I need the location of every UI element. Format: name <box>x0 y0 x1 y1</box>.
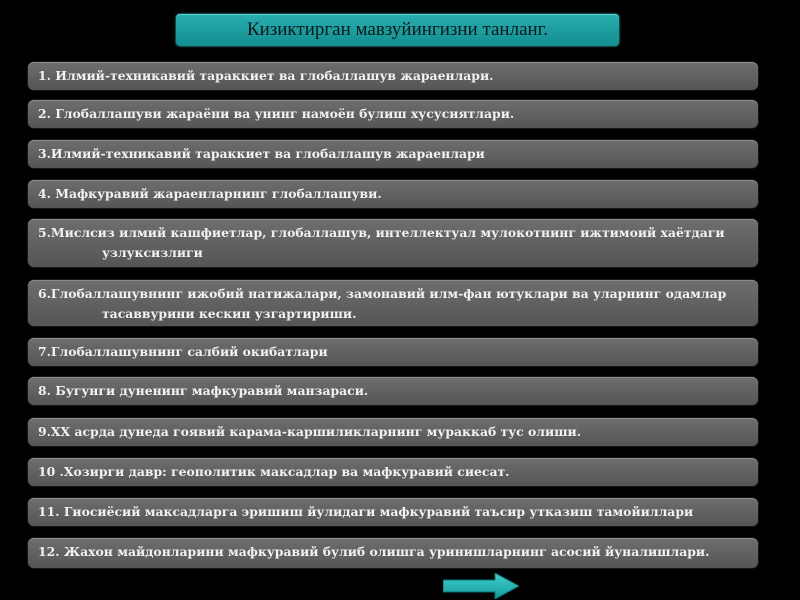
topic-item-4[interactable] <box>28 180 758 208</box>
topic-item-10[interactable] <box>28 458 758 486</box>
topic-item-1[interactable] <box>28 62 758 90</box>
topic-item-label: 11. Гиосиёсий максадларга эришиш йулидаги мафкуравий таъсир утказиш тамойиллари <box>38 504 694 519</box>
page-title: Кизиктирган мавзуйингизни танланг. <box>176 14 619 46</box>
topic-item-11[interactable] <box>28 498 758 526</box>
topic-item-label: 9.XX асрда дунеда гоявий карама-каршиликларнинг мураккаб тус олиши. <box>38 424 582 439</box>
right-arrow-icon[interactable] <box>443 573 519 599</box>
topic-item-label: 4. Мафкуравий жараенларнинг глобаллашуви. <box>38 186 382 201</box>
topic-item-label: 5.Мислсиз илмий кашфиетлар, глобаллашув, интеллектуал мулокотнинг ижтимоий хаётдаги <box>38 225 725 240</box>
topic-item-3[interactable] <box>28 140 758 168</box>
topic-item-label: 10 .Хозирги давр: геополитик максадлар ва мафкуравий сиесат. <box>38 464 510 479</box>
topic-item-label: 7.Глобаллашувнинг салбий окибатлари <box>38 344 328 359</box>
topic-item-8[interactable] <box>28 377 758 405</box>
topic-item-label: 6.Глобаллашувнинг ижобий натижалари, замонавий илм-фан ютуклари ва уларнинг одамлар <box>38 286 727 301</box>
topic-item-6[interactable] <box>28 280 758 326</box>
topic-item-label: 12. Жахон майдонларини мафкуравий булиб олишга уринишларнинг асосий йуналишлари. <box>38 544 710 559</box>
topic-item-12[interactable] <box>28 538 758 568</box>
topic-item-9[interactable] <box>28 418 758 446</box>
topic-item-2[interactable] <box>28 100 758 128</box>
topic-item-label: 2. Глобаллашуви жараёни ва унинг намоён булиш хусусиятлари. <box>38 106 515 121</box>
topic-item-label-continued: тасаввурини кескин узгартириши. <box>102 306 357 321</box>
topic-item-7[interactable] <box>28 338 758 366</box>
topic-item-label: 1. Илмий-техникавий тараккиет ва глобаллашув жараенлари. <box>38 68 494 83</box>
topic-item-label-continued: узлуксизлиги <box>102 245 203 260</box>
topic-item-label: 8. Бугунги дуненинг мафкуравий манзараси. <box>38 383 369 398</box>
topic-item-5[interactable] <box>28 219 758 267</box>
topic-item-label: 3.Илмий-техникавий тараккиет ва глобаллашув жараенлари <box>38 146 485 161</box>
